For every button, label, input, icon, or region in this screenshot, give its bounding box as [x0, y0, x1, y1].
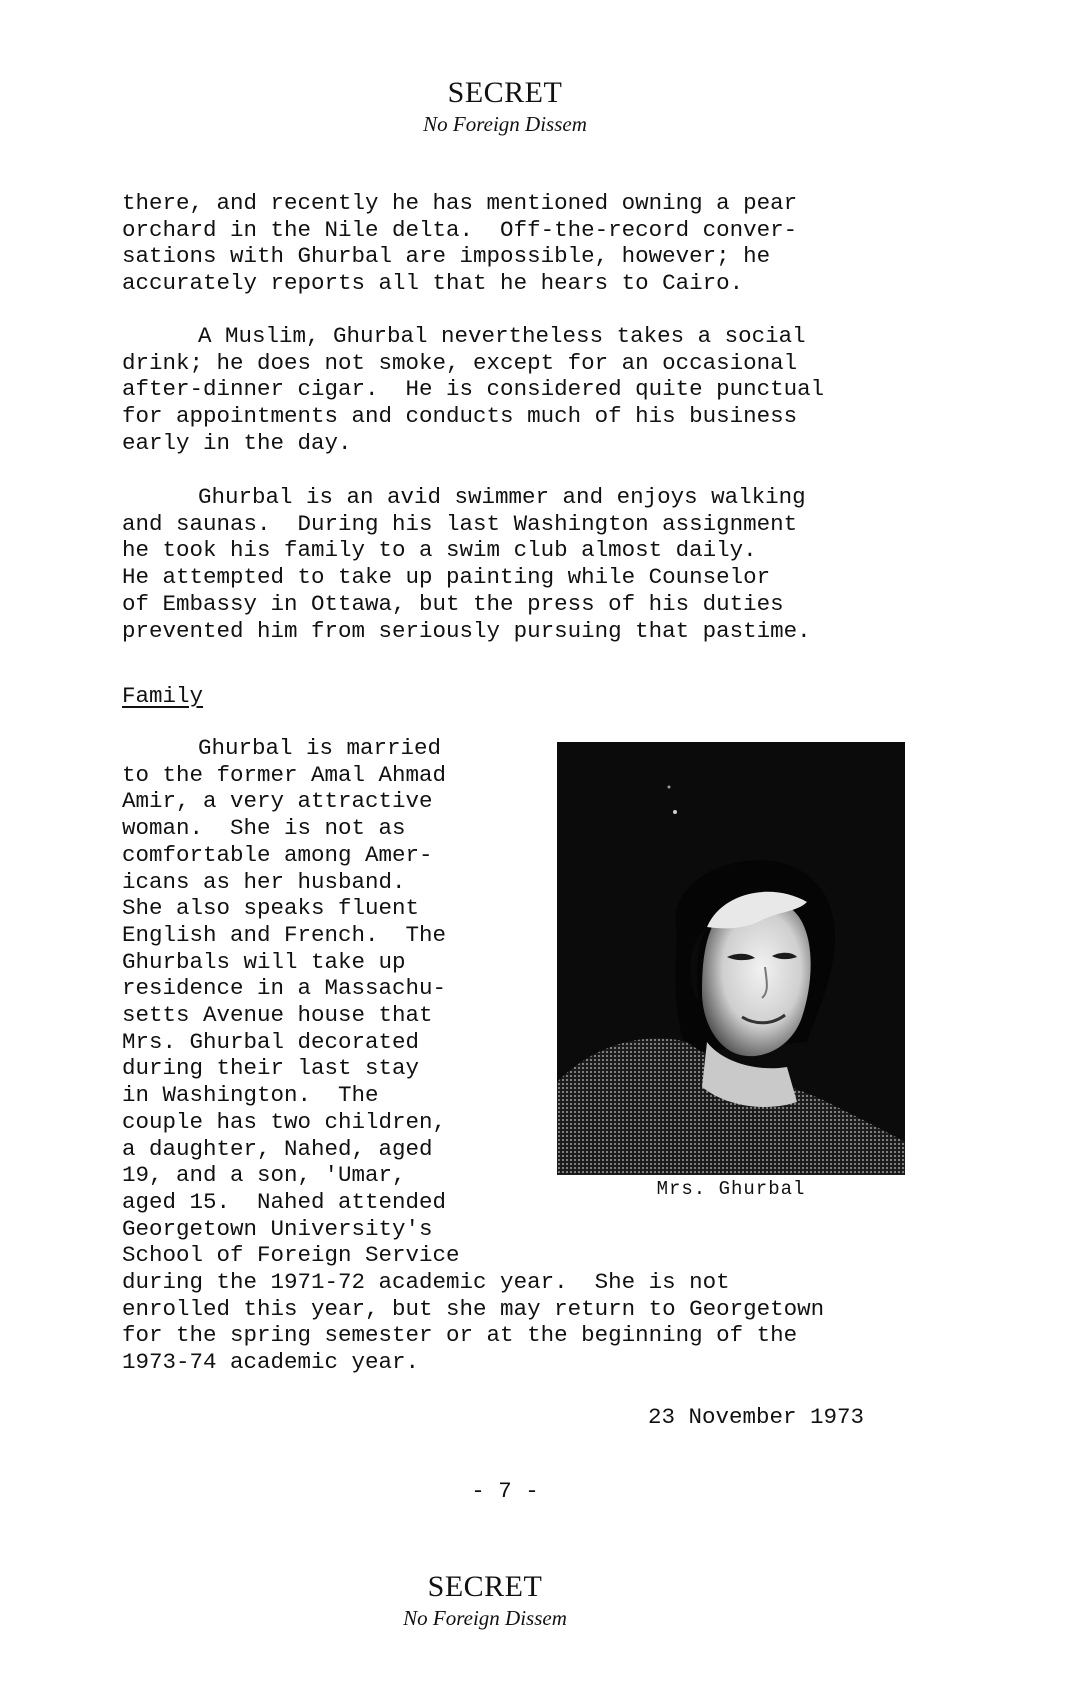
text-line: enrolled this year, but she may return to Georgetown [122, 1295, 825, 1322]
text-line: to the former Amal Ahmad [122, 761, 447, 788]
text-line: setts Avenue house that [122, 1002, 433, 1029]
text-line: English and French. The [122, 921, 447, 948]
text-line: Ghurbal is an avid swimmer and enjoys walking [198, 484, 806, 510]
text-line: orchard in the Nile delta. Off-the-record conver- [122, 216, 798, 243]
paragraph-2 [122, 323, 962, 457]
text-line: woman. She is not as [122, 815, 406, 842]
text-line: icans as her husband. [122, 868, 406, 895]
text-line: a daughter, Nahed, aged [122, 1135, 433, 1162]
text-line: Georgetown University's [122, 1215, 433, 1242]
family-paragraph-continued [122, 1269, 962, 1376]
text-line: 19, and a son, 'Umar, [122, 1162, 406, 1189]
text-line: in Washington. The [122, 1082, 379, 1109]
text-line: there, and recently he has mentioned owning a pear [122, 190, 798, 216]
text-line: prevented him from seriously pursuing that pastime. [122, 617, 811, 644]
text-line: A Muslim, Ghurbal nevertheless takes a social [198, 323, 806, 349]
text-line: accurately reports all that he hears to Cairo. [122, 270, 744, 297]
text-line: during their last stay [122, 1055, 420, 1082]
dissemination-note: No Foreign Dissem [423, 112, 587, 136]
text-line: after-dinner cigar. He is considered quite punctual [122, 376, 825, 403]
text-line: aged 15. Nahed attended [122, 1188, 447, 1215]
text-line: couple has two children, [122, 1108, 447, 1135]
classification-title: SECRET [447, 76, 563, 109]
text-line: Ghurbals will take up [122, 948, 406, 975]
text-line: for appointments and conducts much of his business [122, 403, 798, 430]
document-date: 23 November 1973 [648, 1404, 865, 1430]
classification-header [0, 76, 1010, 138]
text-line: Ghurbal is married [198, 735, 442, 761]
text-line: School of Foreign Service [122, 1242, 460, 1269]
classification-title: SECRET [427, 1570, 543, 1603]
text-line: residence in a Massachu- [122, 975, 447, 1002]
portrait-image [557, 742, 905, 1175]
text-line: drink; he does not smoke, except for an occasional [122, 349, 798, 376]
text-line: for the spring semester or at the beginning of the [122, 1322, 798, 1349]
text-line: of Embassy in Ottawa, but the press of his duties [122, 590, 784, 617]
paragraph-3 [122, 484, 962, 644]
section-heading-family: Family [122, 683, 204, 709]
paragraph-1 [122, 190, 962, 297]
page-number: - 7 - [471, 1478, 539, 1504]
text-line: sations with Ghurbal are impossible, however; he [122, 243, 771, 270]
text-line: She also speaks fluent [122, 895, 420, 922]
text-line: 1973-74 academic year. [122, 1349, 420, 1376]
text-line: He attempted to take up painting while Counselor [122, 564, 771, 591]
dissemination-note: No Foreign Dissem [403, 1606, 567, 1630]
portrait-photo [557, 742, 905, 1175]
classification-footer [0, 1570, 990, 1632]
text-line: and saunas. During his last Washington assignment [122, 510, 798, 537]
text-line: Amir, a very attractive [122, 788, 433, 815]
photo-caption: Mrs. Ghurbal [656, 1178, 806, 1200]
text-line: during the 1971-72 academic year. She is not [122, 1269, 730, 1295]
family-paragraph-wrapped [122, 735, 542, 1269]
text-line: Mrs. Ghurbal decorated [122, 1028, 420, 1055]
text-line: comfortable among Amer- [122, 841, 433, 868]
text-line: early in the day. [122, 429, 352, 456]
text-line: he took his family to a swim club almost daily. [122, 537, 757, 564]
